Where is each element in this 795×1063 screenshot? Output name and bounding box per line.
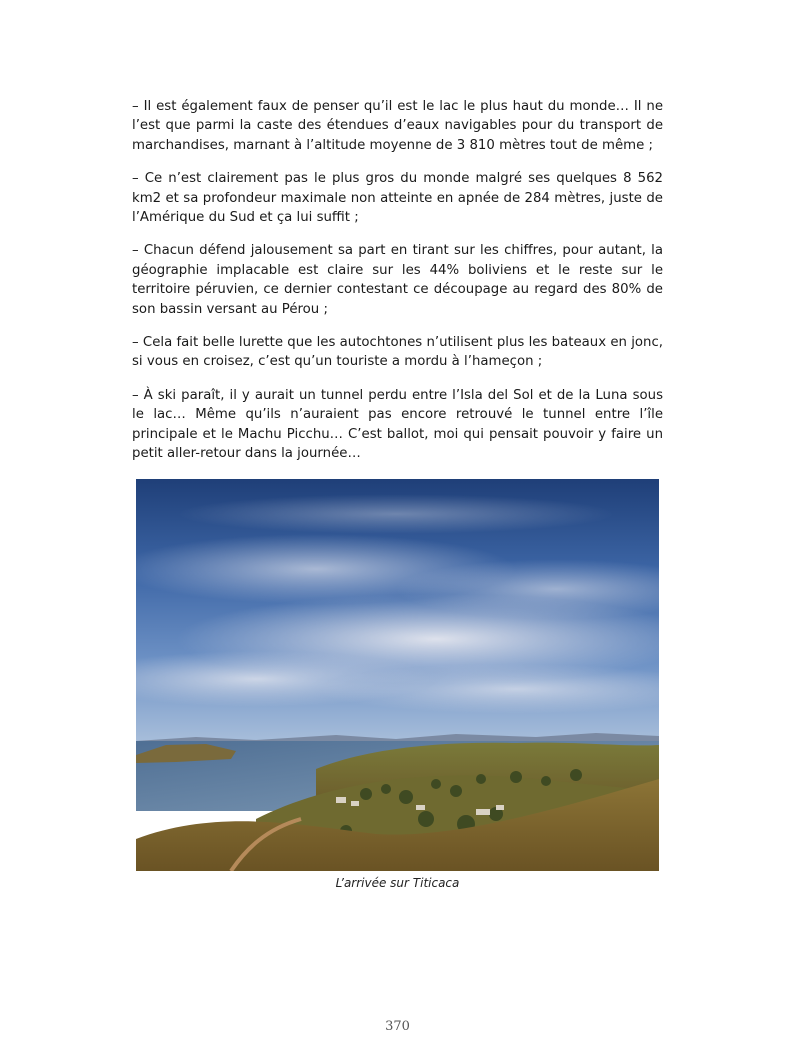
photo-lake-titicaca [136,479,659,871]
body-text [132,97,663,478]
paragraph-border: – Chacun défend jalousement sa part en tirant sur les chiffres, pour autant, la géographie implacable est claire sur les 44% boliviens et le reste sur le territoire péruvien, ce dernier contestant ce découpage au regard des 80% de son bassin versant au Pérou ; [132,243,663,317]
page-number: 370 [385,1019,410,1034]
paragraph-altitude: – Il est également faux de penser qu’il est le lac le plus haut du monde… Il ne l’est que parmi la caste des étendues d’eaux navigables pour du transport de marchandises, marnant à l’altitude moyenne de 3 810 mètres tout de même ; [132,99,663,153]
paragraph-tunnel: – À ski paraît, il y aurait un tunnel perdu entre l’Isla del Sol et de la Luna sous le lac… Même qu’ils n’auraient pas encore retrouvé le tunnel entre l’île principale et le Machu Picchu… C’est ballot, moi qui pensait pouvoir y faire un petit aller-retour dans la journée… [132,387,663,462]
paragraph-size: – Ce n’est clairement pas le plus gros du monde malgré ses quelques 8 562 km2 et sa profondeur maximale non atteinte en apnée de 284 mètres, juste de l’Amérique du Sud et ça lui suffit ; [132,171,663,226]
figure-caption: L’arrivée sur Titicaca [335,876,460,890]
paragraph-reed-boats: – Cela fait belle lurette que les autochtones n’utilisent plus les bateaux en jonc, si vous en croisez, c’est qu’un touriste a mordu à l’hameçon ; [132,335,663,370]
